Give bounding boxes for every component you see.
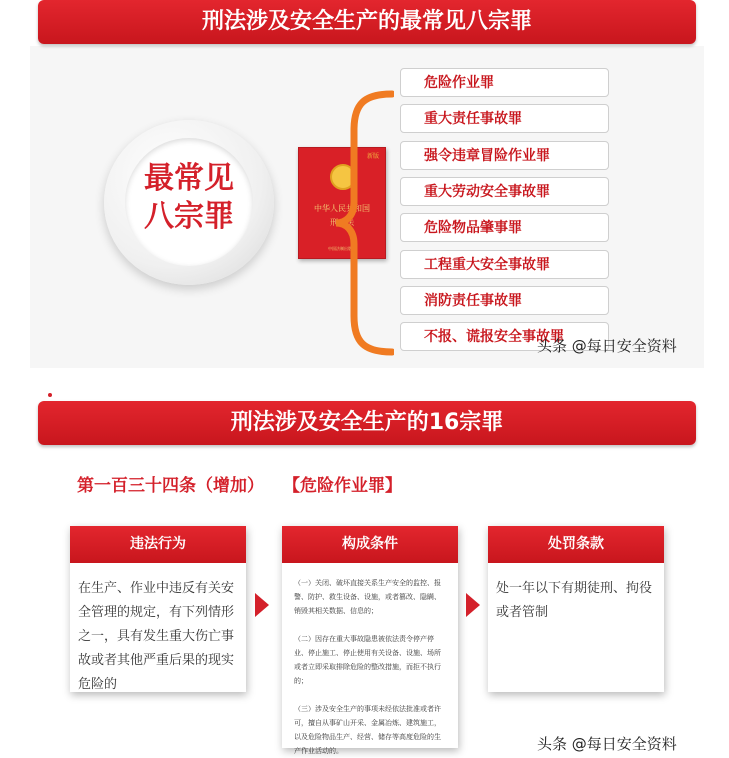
illegal-act-heading: 违法行为: [70, 526, 246, 563]
article-number: 第一百三十四条（增加）: [77, 476, 264, 496]
condition-item: （二）因存在重大事故隐患被依法责令停产停业、停止施工、停止使用有关设备、设施、场所或者立即采取排除危险的整改措施，而拒不执行的；: [294, 635, 441, 685]
conditions-body: [282, 563, 458, 758]
decor-dot: [48, 393, 52, 397]
arrow-right-icon: [466, 593, 480, 617]
watermark: 头条 @每日安全资料: [537, 735, 677, 753]
circle-badge-text: [125, 160, 253, 236]
circle-line1: 最常见: [144, 161, 234, 196]
circle-line2: 八宗罪: [144, 199, 234, 234]
orange-bracket-icon: [334, 90, 394, 356]
condition-item: （一）关闭、破坏直接关系生产安全的监控、报警、防护、救生设备、设施，或者篡改、隐瞒、销毁其相关数据、信息的；: [294, 579, 441, 615]
conditions-card: [282, 526, 458, 755]
crime-item: 强令违章冒险作业罪: [400, 141, 609, 170]
penalty-heading: 处罚条款: [488, 526, 664, 563]
section1-title-banner: 刑法涉及安全生产的最常见八宗罪: [38, 0, 696, 44]
watermark: 头条 @每日安全资料: [537, 337, 677, 355]
illegal-act-body: 在生产、作业中违反有关安全管理的规定，有下列情形之一，具有发生重大伤亡事故或者其他严重后果的现实危险的: [78, 581, 235, 692]
conditions-heading: 构成条件: [282, 526, 458, 563]
penalty-card: [488, 526, 664, 692]
crime-item: 重大责任事故罪: [400, 104, 609, 133]
penalty-body: 处一年以下有期徒刑、拘役或者管制: [496, 581, 653, 620]
crime-item: 危险物品肇事罪: [400, 213, 609, 242]
book-title-line1: 中华人民共和国: [314, 204, 370, 213]
crime-name: 【危险作业罪】: [283, 476, 402, 496]
book-tag: 新版: [366, 153, 379, 160]
crime-item: 不报、谎报安全事故罪: [400, 322, 609, 351]
illegal-act-card: [70, 526, 246, 692]
book-publisher: 中国法制出版社: [328, 246, 356, 251]
section2-title-banner: 刑法涉及安全生产的16宗罪: [38, 401, 696, 445]
crime-item: 消防责任事故罪: [400, 286, 609, 315]
arrow-right-icon: [255, 593, 269, 617]
condition-item: （三）涉及安全生产的事项未经依法批准或者许可，擅自从事矿山开采、金属冶炼、建筑施工，以及危险物品生产、经营、储存等高度危险的生产作业活动的。: [294, 705, 441, 755]
book-title-line2: 刑 法: [330, 218, 354, 227]
crime-item: 重大劳动安全事故罪: [400, 177, 609, 206]
crime-item: 危险作业罪: [400, 68, 609, 97]
crime-item: 工程重大安全事故罪: [400, 250, 609, 279]
